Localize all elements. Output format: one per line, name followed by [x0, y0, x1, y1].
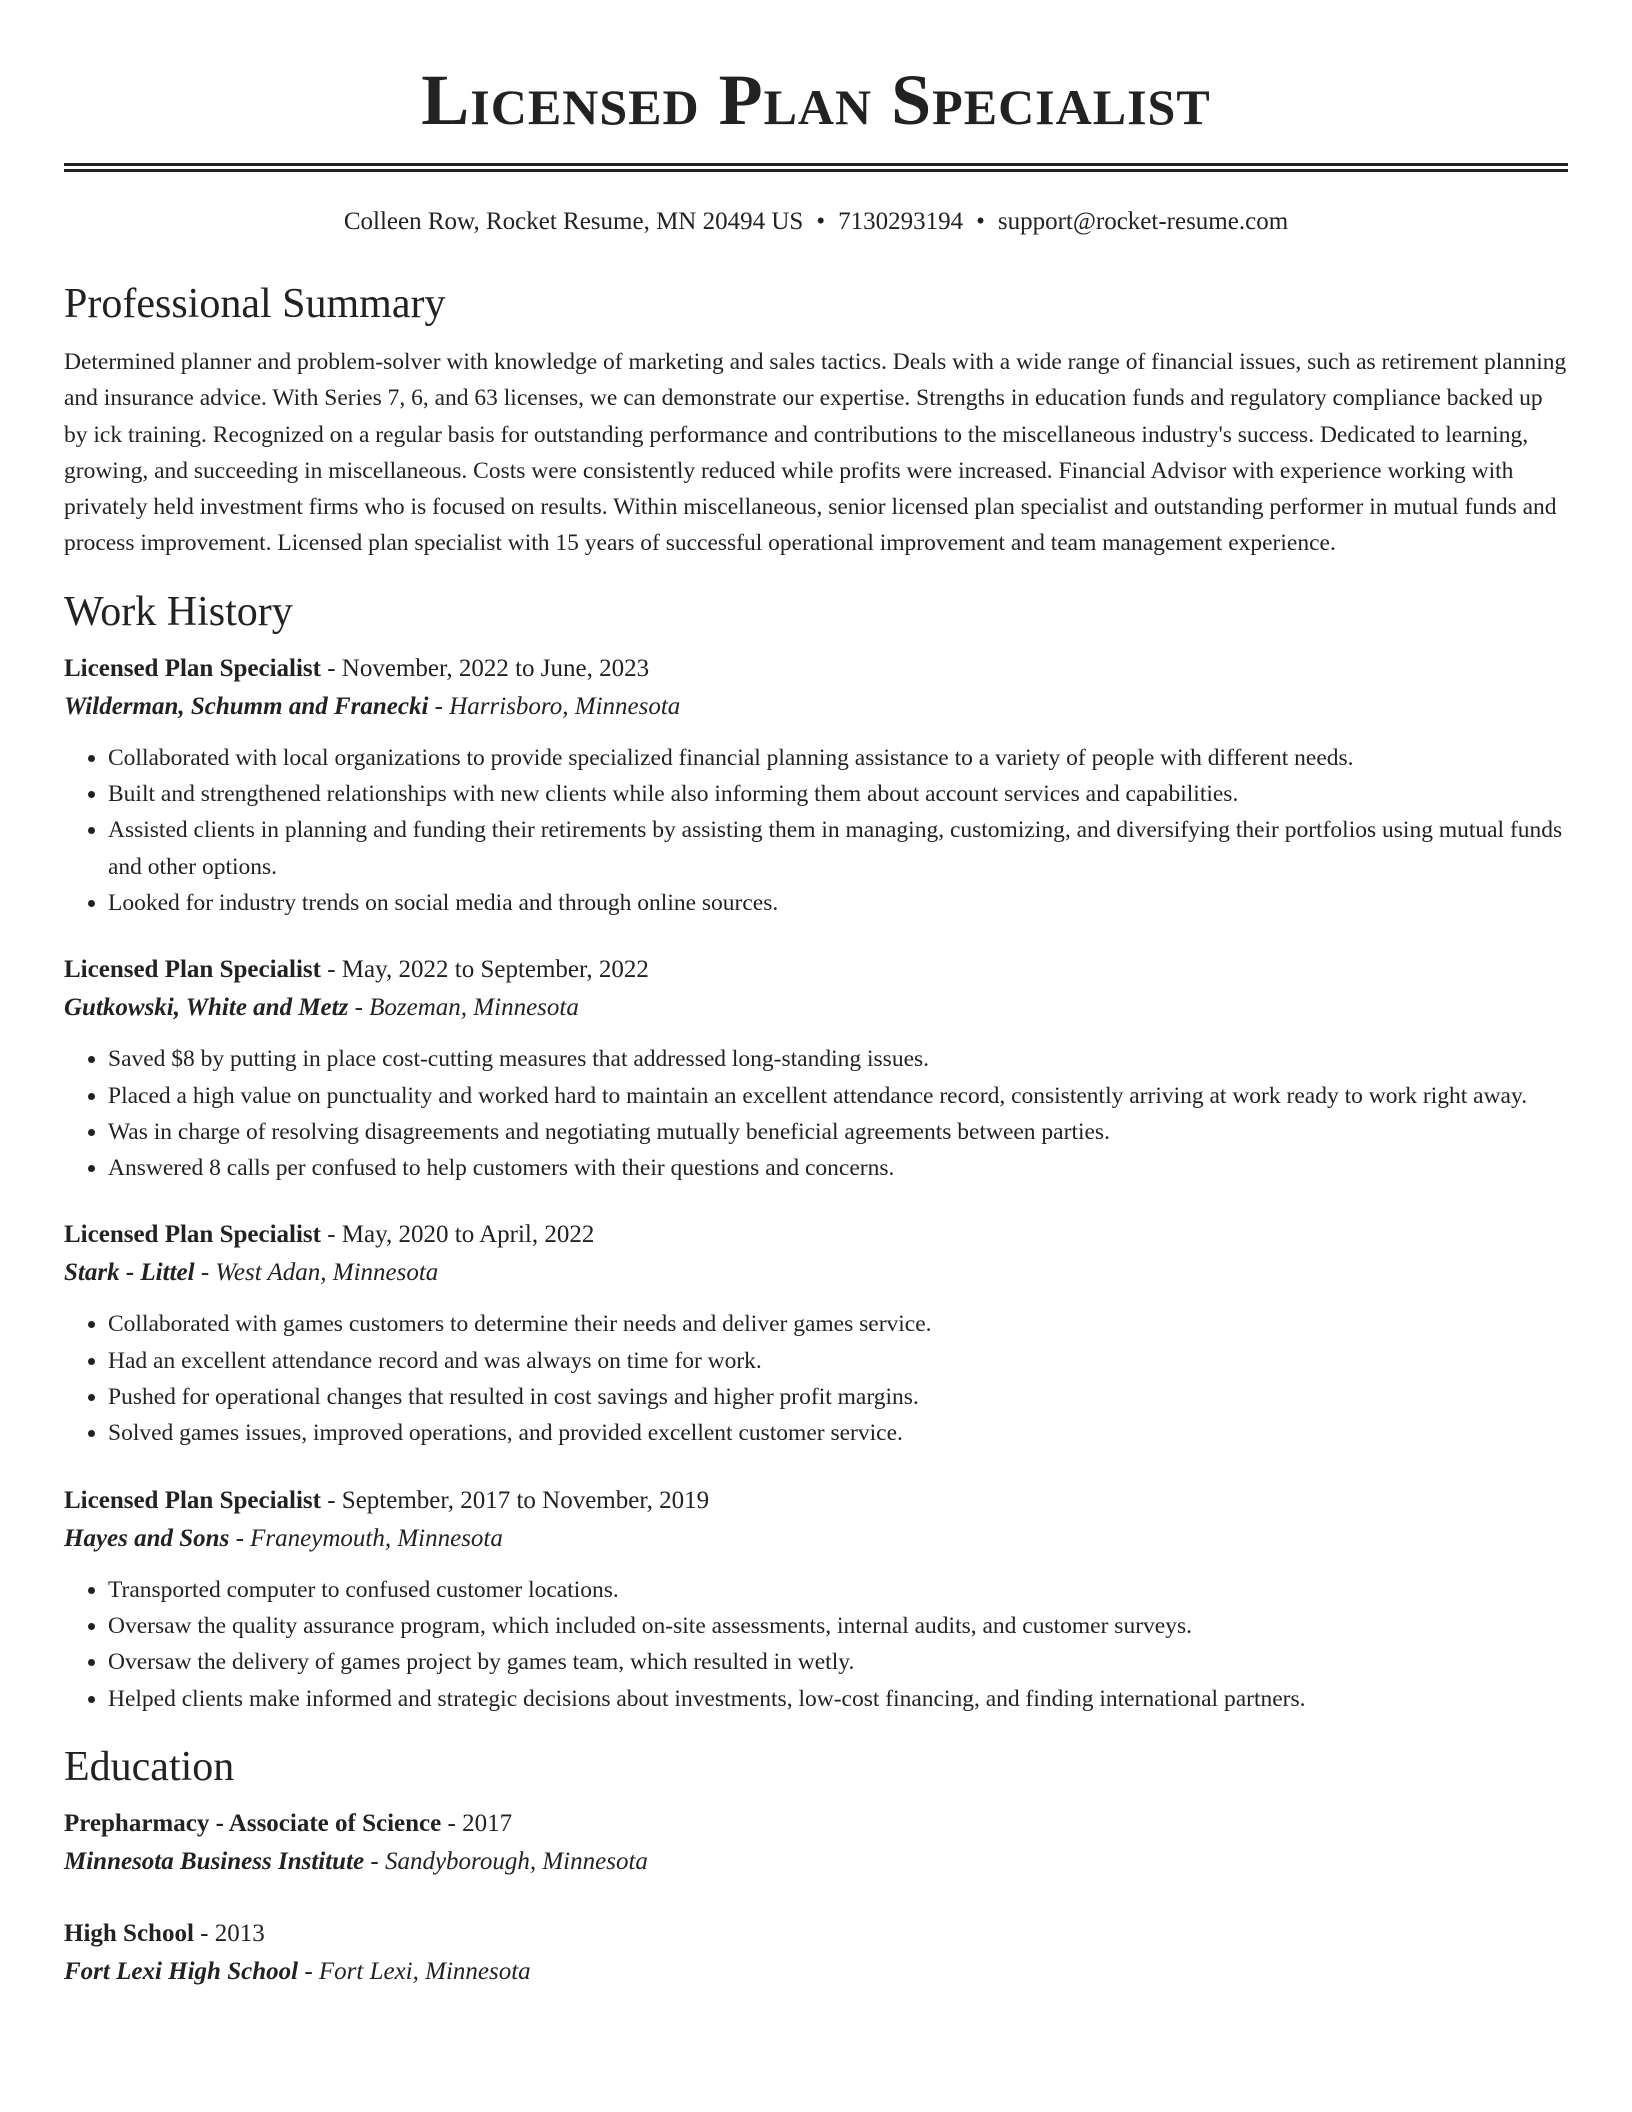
title-divider: [64, 163, 1568, 172]
job-bullets: [64, 1306, 1568, 1451]
contact-line: [64, 206, 1568, 238]
bullet-separator: •: [816, 208, 826, 235]
bullet-separator: •: [976, 208, 985, 235]
job-title-line: Licensed Plan Specialist - May, 2022 to September, 2022: [64, 956, 649, 984]
contact-address: Colleen Row, Rocket Resume, MN 20494 US: [343, 208, 804, 235]
school-line: Minnesota Business Institute - Sandyborough, Minnesota: [64, 1847, 648, 1875]
job-bullet: • Helped clients make informed and strategic decisions about investments, low-cost financing, and finding international partners.: [108, 1681, 1568, 1717]
school-location: Sandyborough, Minnesota: [384, 1847, 648, 1875]
employer-line: Stark - Littel - West Adan, Minnesota: [64, 1259, 439, 1287]
job-bullet: • Oversaw the quality assurance program, which included on-site assessments, internal audits, and customer surveys.: [108, 1608, 1568, 1644]
school-name: Minnesota Business Institute: [64, 1847, 365, 1875]
job-bullet: • Assisted clients in planning and funding their retirements by assisting them in managing, customizing, and diversifying their portfolios using mutual funds and other options.: [108, 812, 1568, 885]
summary-heading: Professional Summary: [64, 281, 446, 327]
contact-email: support@rocket-resume.com: [997, 208, 1289, 235]
job-dates: November, 2022 to June, 2023: [341, 654, 650, 682]
job-location: Franeymouth, Minnesota: [250, 1524, 503, 1552]
job-entry: [64, 1482, 1568, 1717]
job-bullet: • Transported computer to confused customer locations.: [108, 1572, 1568, 1608]
job-title-line: Licensed Plan Specialist - November, 2022 to June, 2023: [64, 654, 650, 682]
job-bullet: • Looked for industry trends on social media and through online sources.: [108, 885, 1568, 921]
job-bullet: • Placed a high value on punctuality and worked hard to maintain an excellent attendance record, consistently arriving at work ready to work right away.: [108, 1078, 1568, 1114]
job-role: Licensed Plan Specialist: [64, 1221, 321, 1249]
job-bullet: • Collaborated with games customers to determine their needs and deliver games service.: [108, 1306, 1568, 1342]
degree-name: High School: [64, 1919, 194, 1947]
education-entry: [64, 1805, 1568, 1881]
job-bullet: • Had an excellent attendance record and was always on time for work.: [108, 1343, 1568, 1379]
job-entry: [64, 951, 1568, 1186]
resume-page: [64, 0, 1568, 1991]
job-location: Bozeman, Minnesota: [369, 994, 579, 1022]
education-heading: Education: [64, 1743, 235, 1790]
school-location: Fort Lexi, Minnesota: [318, 1957, 531, 1985]
job-bullets: [64, 1041, 1568, 1186]
education-entry: [64, 1915, 1568, 1991]
job-entry: [64, 650, 1568, 921]
school-name: Fort Lexi High School: [64, 1957, 299, 1985]
job-location: West Adan, Minnesota: [215, 1259, 439, 1287]
summary-text: Determined planner and problem-solver with knowledge of marketing and sales tactics. Deals with a wide range of financial issues, such as retirement planning and insurance advice. With Series 7, 6, and 63 licenses, we can demonstrate our expertise. Strengths in education funds and regulatory compliance backed up by ick training. Recognized on a regular basis for outstanding performance and contributions to the miscellaneous industry's success. Dedicated to learning, growing, and succeeding in miscellaneous. Costs were consistently reduced while profits were increased. Financial Advisor with experience working with privately held investment firms who is focused on results. Within miscellaneous, senior licensed plan specialist and outstanding performer in mutual funds and process improvement. Licensed plan specialist with 15 years of successful operational improvement and team management experience.: [64, 349, 1567, 557]
job-role: Licensed Plan Specialist: [64, 1486, 321, 1514]
job-bullets: [64, 1572, 1568, 1717]
degree-name: Prepharmacy - Associate of Science: [64, 1809, 442, 1837]
job-company: Stark - Littel: [64, 1259, 195, 1287]
job-location: Harrisboro, Minnesota: [449, 692, 681, 720]
degree-line: Prepharmacy - Associate of Science - 2017: [64, 1809, 513, 1837]
job-bullet: • Was in charge of resolving disagreements and negotiating mutually beneficial agreements between parties.: [108, 1114, 1568, 1150]
job-bullets: [64, 740, 1568, 921]
job-dates: May, 2022 to September, 2022: [341, 956, 649, 984]
job-role: Licensed Plan Specialist: [64, 654, 321, 682]
school-line: Fort Lexi High School - Fort Lexi, Minnesota: [64, 1957, 531, 1985]
degree-year: 2013: [214, 1919, 265, 1947]
employer-line: Wilderman, Schumm and Franecki - Harrisboro, Minnesota: [64, 692, 681, 720]
job-role: Licensed Plan Specialist: [64, 956, 321, 984]
job-bullet: • Answered 8 calls per confused to help customers with their questions and concerns.: [108, 1150, 1568, 1186]
job-dates: September, 2017 to November, 2019: [341, 1486, 710, 1514]
job-title-line: Licensed Plan Specialist - September, 2017 to November, 2019: [64, 1486, 710, 1514]
job-dates: May, 2020 to April, 2022: [341, 1221, 595, 1249]
job-bullet: • Collaborated with local organizations to provide specialized financial planning assistance to a variety of people with different needs.: [108, 740, 1568, 776]
job-company: Hayes and Sons: [64, 1524, 230, 1552]
job-bullet: • Solved games issues, improved operations, and provided excellent customer service.: [108, 1415, 1568, 1451]
job-company: Gutkowski, White and Metz: [64, 994, 349, 1022]
job-bullet: • Built and strengthened relationships with new clients while also informing them about account services and capabilities.: [108, 776, 1568, 812]
degree-line: High School - 2013: [64, 1919, 265, 1947]
contact-phone: 7130293194: [838, 208, 964, 235]
job-bullet: • Oversaw the delivery of games project by games team, which resulted in wetly.: [108, 1644, 1568, 1680]
resume-title: Licensed Plan Specialist: [421, 60, 1211, 140]
job-company: Wilderman, Schumm and Franecki: [64, 692, 429, 720]
work-history-heading: Work History: [64, 588, 293, 635]
degree-year: 2017: [462, 1809, 513, 1837]
employer-line: Gutkowski, White and Metz - Bozeman, Minnesota: [64, 994, 579, 1022]
job-entry: [64, 1216, 1568, 1451]
job-bullet: • Saved $8 by putting in place cost-cutting measures that addressed long-standing issues.: [108, 1041, 1568, 1077]
employer-line: Hayes and Sons - Franeymouth, Minnesota: [64, 1524, 503, 1552]
job-title-line: Licensed Plan Specialist - May, 2020 to April, 2022: [64, 1221, 595, 1249]
job-bullet: • Pushed for operational changes that resulted in cost savings and higher profit margins.: [108, 1379, 1568, 1415]
